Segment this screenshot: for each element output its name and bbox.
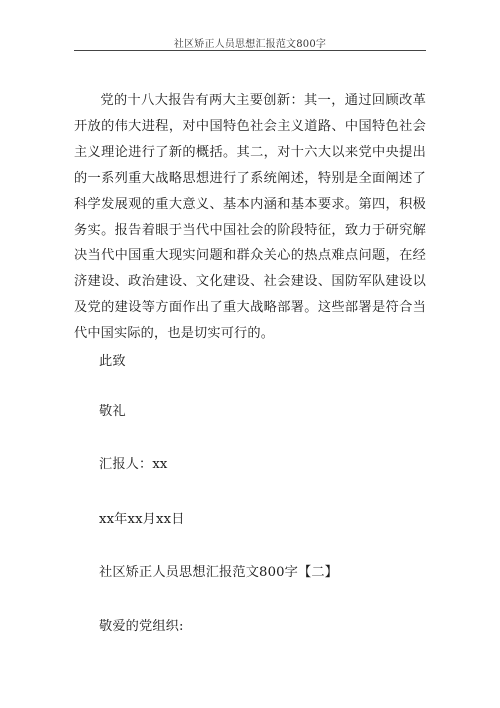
section-title: 社区矫正人员思想汇报范文800字【二】 (99, 565, 339, 580)
closing-line: 此致 (99, 354, 126, 369)
header-divider (74, 50, 426, 51)
page-header-title: 社区矫正人员思想汇报范文800字 (173, 39, 327, 50)
date-line: xx年xx月xx日 (99, 512, 185, 527)
salutation-line: 敬爱的党组织: (99, 619, 184, 634)
reporter-line: 汇报人：xx (99, 457, 168, 472)
body-paragraph: 党的十八大报告有两大主要创新：其一，通过回顾改革开放的伟大进程，对中国特色社会主义道路、中国特色社会主义理论进行了新的概括。其二，对十六大以来党中央提出的一系列重大战略思想进行了系统阐述，特别是全面阐述了科学发展观的重大意义、基本内涵和基本要求。第四，积极务实。报告着眼于当代中国社会的阶段特征，致力于研究解决当代中国重大现实问题和群众关心的热点难点问题，在经济建设、政治建设、文化建设、社会建设、国防军队建设以及党的建设等方面作出了重大战略部署。这些部署是符合当代中国实际的，也是切实可行的。 (74, 93, 426, 342)
regards-line: 敬礼 (99, 404, 126, 419)
